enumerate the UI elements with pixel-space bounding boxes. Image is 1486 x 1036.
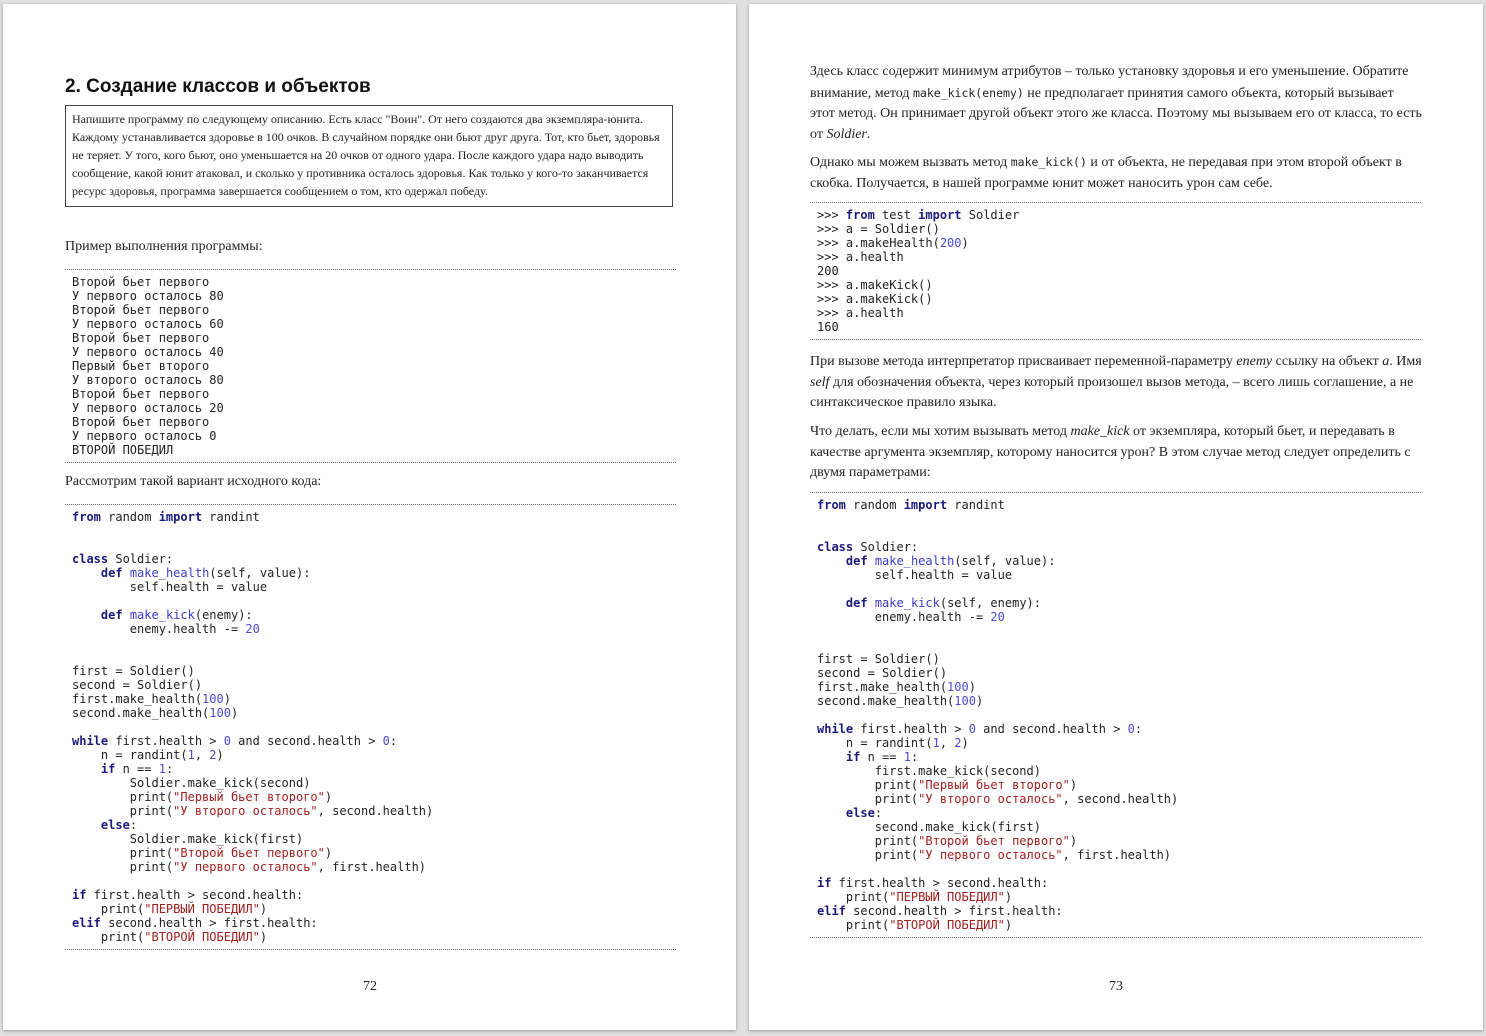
output-line: Второй бьет первого xyxy=(72,415,210,429)
right-page xyxy=(749,4,1483,1030)
left-page xyxy=(3,4,736,1030)
output-line: У первого осталось 80 xyxy=(72,289,224,303)
output-line: Второй бьет первого xyxy=(72,275,210,289)
output-line: ВТОРОЙ ПОБЕДИЛ xyxy=(72,443,174,457)
output-line: Второй бьет первого xyxy=(72,303,210,317)
output-line: Второй бьет первого xyxy=(72,331,210,345)
output-line: У первого осталось 20 xyxy=(72,401,224,415)
paragraph-2: Однако мы можем вызвать метод make_kick() и от объекта, не передавая при этом второй объект в скобка. Получается, в нашей программе юнит может наносить урон сам себе. xyxy=(810,155,1402,191)
page-number-right: 73 xyxy=(1109,979,1123,994)
output-line: У первого осталось 60 xyxy=(72,317,224,331)
task-description-box: Напишите программу по следующему описанию. Есть класс "Воин". От него создаются два экземпляра-юнита. Каждому устанавливается здоровье в 100 очков. В случайном порядке они бьют друг друга. Тот, кто бьет, здоровья не теряет. У того, кого бьют, оно уменьшается на 20 очков от одного удара. После каждого удара надо выводить сообщение, какой юнит атаковал, и сколько у противника осталось здоровья. Как только у кого-то заканчивается ресурс здоровья, программа завершается сообщением о том, кто одержал победу. xyxy=(65,105,673,207)
paragraph-3: При вызове метода интерпретатор присваивает переменной-параметру enemy ссылку на объект a. Имя self для обозначения объекта, через который произошел вызов метода, – всего лишь соглашение, а не синтаксическое правило языка. xyxy=(810,354,1422,410)
paragraph-1: Здесь класс содержит минимум атрибутов – только установку здоровья и его уменьшение. Обратите внимание, метод make_kick(enemy) не предполагает принятия самого объекта, который вызывает этот метод. Он принимает другой объект этого же класса. Поэтому мы вызываем его от класса, то есть от Soldier. xyxy=(810,64,1422,142)
consider-label: Рассмотрим такой вариант исходного кода: xyxy=(65,474,322,489)
source-code-block-1: from random import randint class Soldier: def make_health(self, value): self.health = value def make_kick(enemy): enemy.health -= 20 first = Soldier() second = Soldier() first.make_health(100) second.make_health(100) while first.health > 0 and second.health > 0: n = randint(1, 2) if n == 1: Soldier.make_kick(second) print("Первый бьет второго") print("У второго осталось", second.health) else: Soldier.make_kick(first) print("Второй бьет первого") print("У первого осталось", first.health) if first.health > second.health: print("ПЕРВЫЙ ПОБЕДИЛ") elif second.health > first.health: print("ВТОРОЙ ПОБЕДИЛ") xyxy=(65,504,676,950)
page-number-left: 72 xyxy=(363,979,377,994)
section-heading: 2. Создание классов и объектов xyxy=(65,76,371,97)
example-label: Пример выполнения программы: xyxy=(65,239,263,254)
output-line: У первого осталось 40 xyxy=(72,345,224,359)
output-line: Первый бьет второго xyxy=(72,359,210,373)
output-line: У второго осталось 80 xyxy=(72,373,224,387)
output-line: У первого осталось 0 xyxy=(72,429,217,443)
output-line: Второй бьет первого xyxy=(72,387,210,401)
source-code-block-2: from random import randint class Soldier: def make_health(self, value): self.health = value def make_kick(self, enemy): enemy.health -= 20 first = Soldier() second = Soldier() first.make_health(100) second.make_health(100) while first.health > 0 and second.health > 0: n = randint(1, 2) if n == 1: first.make_kick(second) print("Первый бьет второго") print("У второго осталось", second.health) else: second.make_kick(first) print("Второй бьет первого") print("У первого осталось", first.health) if first.health > second.health: print("ПЕРВЫЙ ПОБЕДИЛ") elif second.health > first.health: print("ВТОРОЙ ПОБЕДИЛ") xyxy=(810,492,1421,938)
interpreter-session-block: >>> from test import Soldier >>> a = Soldier() >>> a.makeHealth(200) >>> a.health 200 >>> a.makeKick() >>> a.makeKick() >>> a.health 160 xyxy=(810,202,1421,340)
program-output-block xyxy=(65,269,676,463)
paragraph-4: Что делать, если мы хотим вызывать метод make_kick от экземпляра, который бьет, и передавать в качестве аргумента экземпляр, которому наносится урон? В этом случае метод следует определить с двумя параметрами: xyxy=(810,424,1411,480)
